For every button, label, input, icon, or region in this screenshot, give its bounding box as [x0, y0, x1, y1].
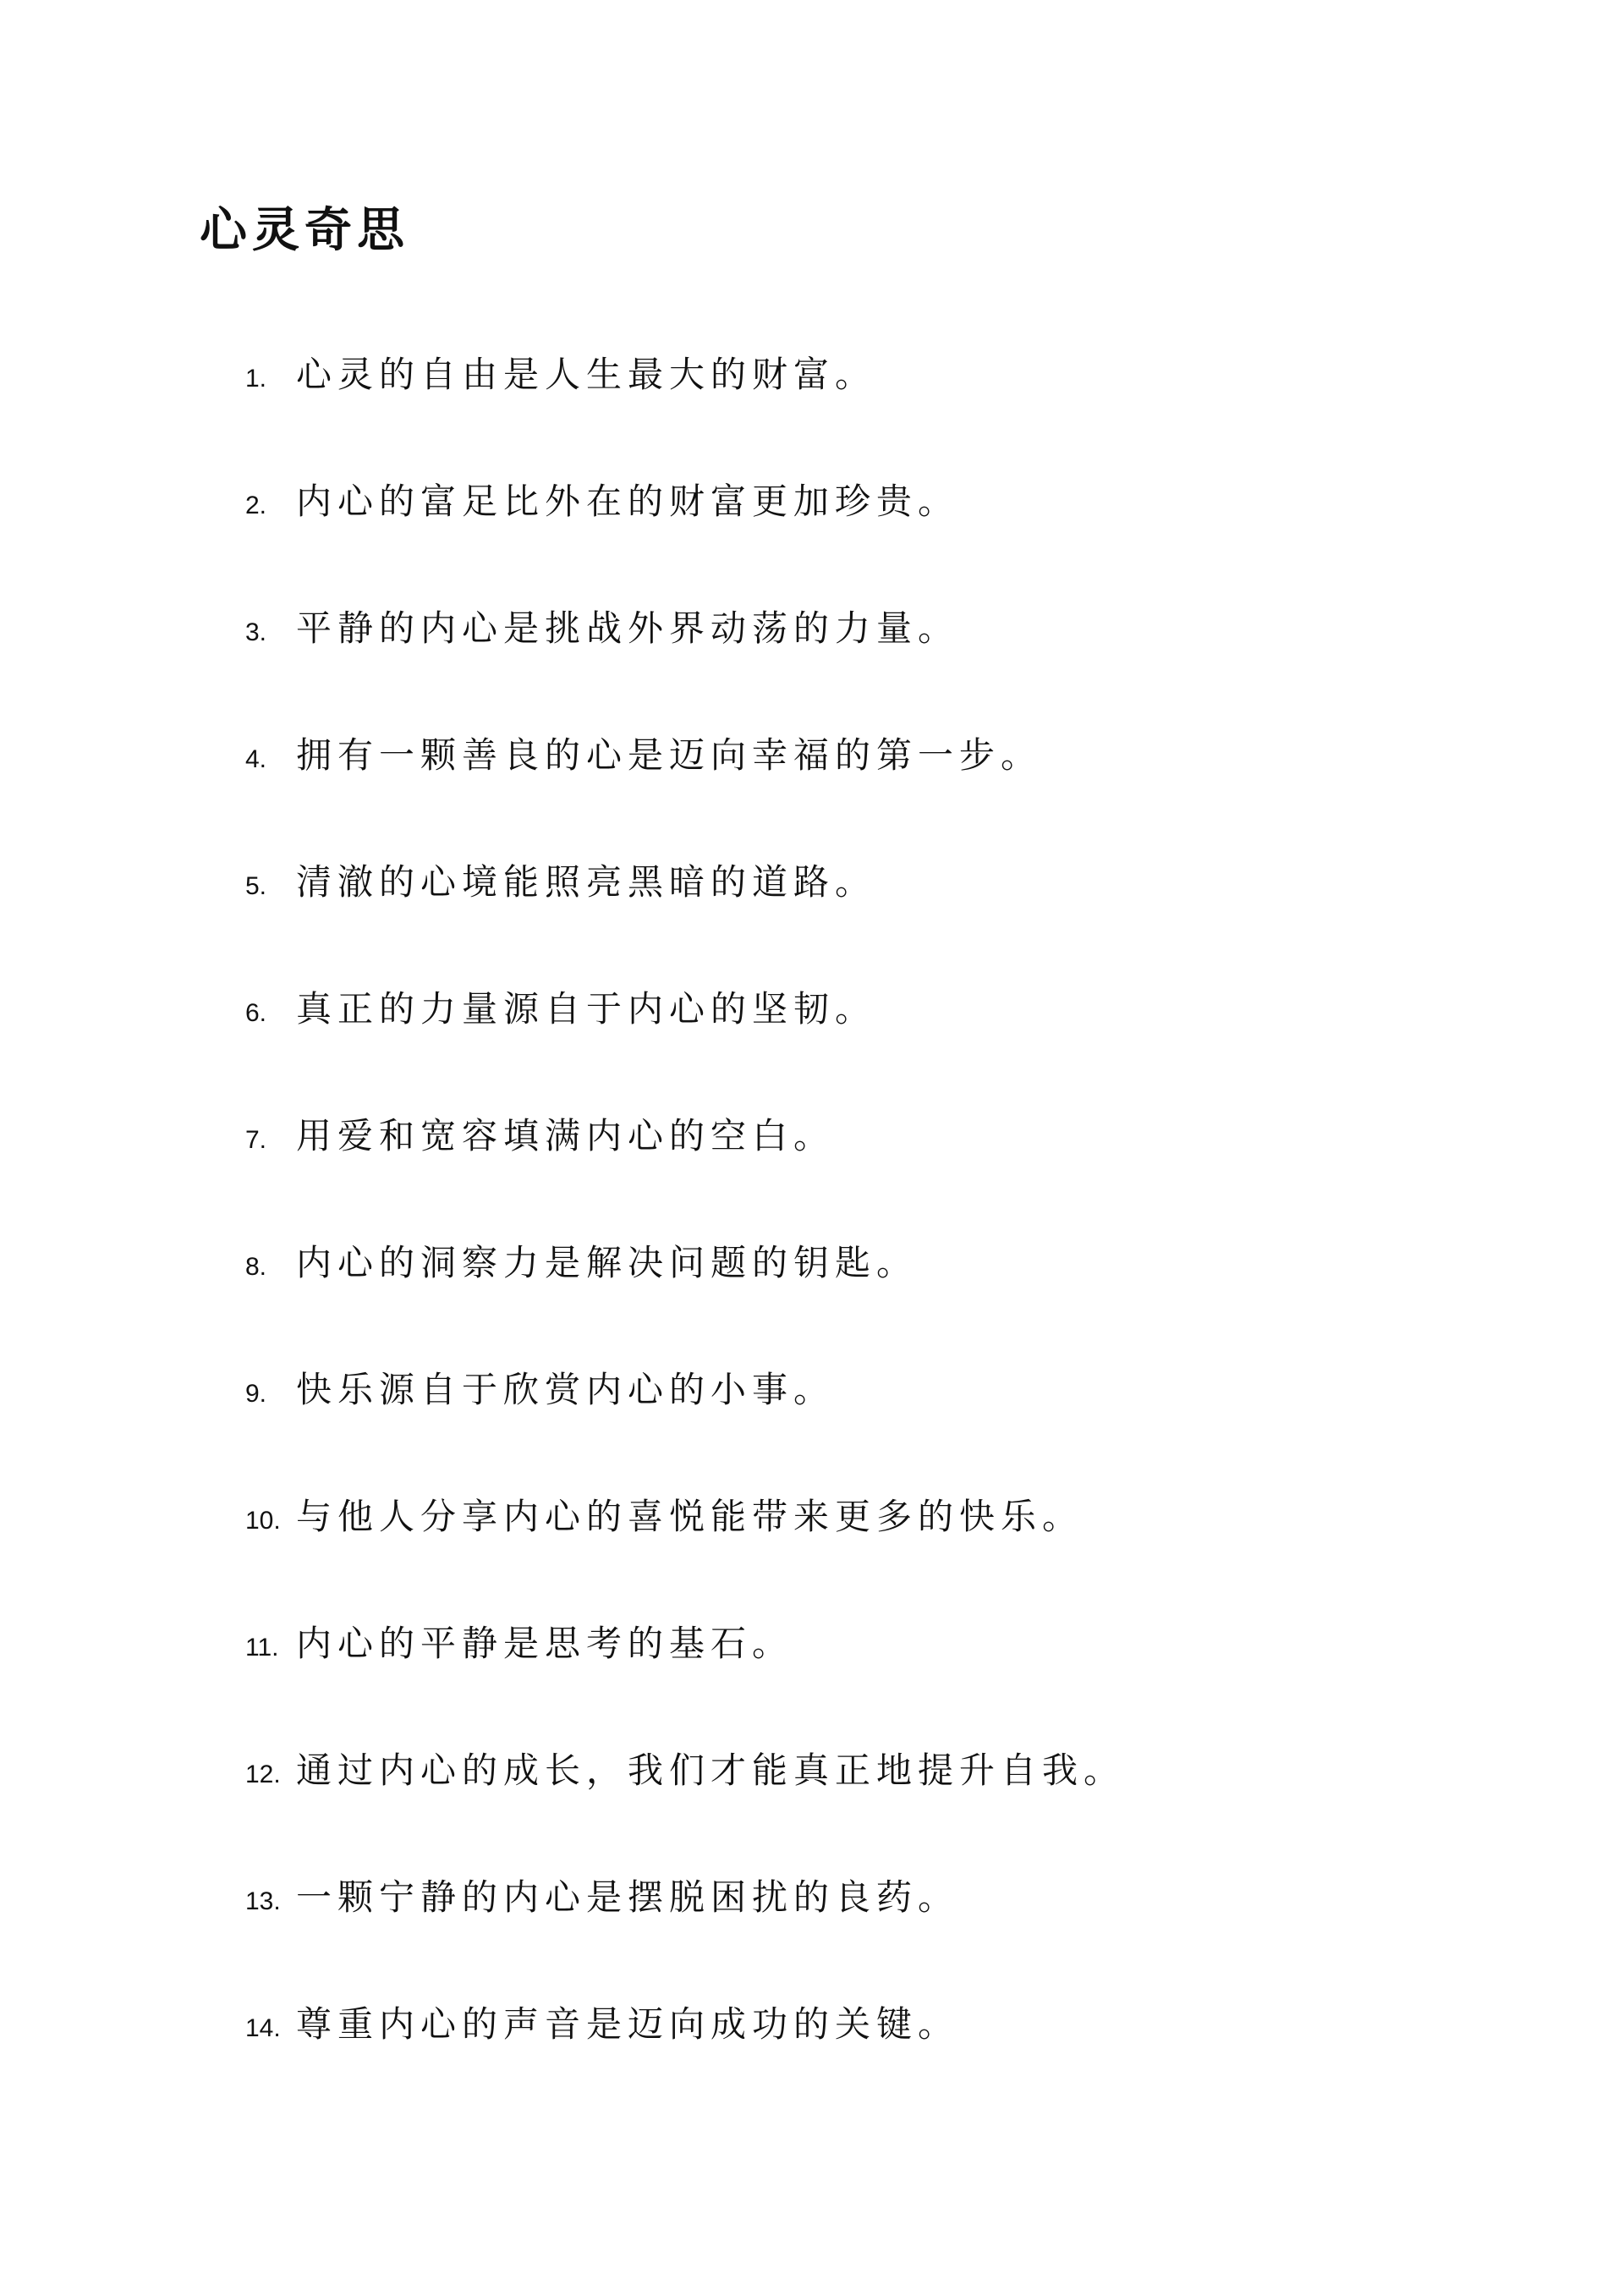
list-item	[245, 1743, 1472, 1870]
list-item	[245, 601, 1472, 728]
list-item	[245, 1235, 1472, 1362]
list-item-number: 9.	[245, 1380, 267, 1408]
list-item-text: 与他人分享内心的喜悦能带来更多的快乐。	[296, 1496, 1084, 1537]
list-item	[245, 1489, 1472, 1616]
list-item-number: 12.	[245, 1760, 281, 1788]
list-item	[245, 1108, 1472, 1235]
list-item	[245, 1362, 1472, 1489]
list-item-number: 14.	[245, 2014, 281, 2042]
list-item-number: 10.	[245, 1507, 281, 1535]
list-item-text: 拥有一颗善良的心是迈向幸福的第一步。	[296, 734, 1043, 776]
page-title: 心灵奇思	[200, 202, 409, 258]
list-item-text: 一颗宁静的内心是摆脱困扰的良药。	[296, 1876, 960, 1918]
list-item-text: 心灵的自由是人生最大的财富。	[296, 354, 877, 395]
list-item-text: 通过内心的成长，我们才能真正地提升自我。	[296, 1749, 1126, 1791]
list-item-number: 4.	[245, 745, 267, 773]
list-item-number: 8.	[245, 1253, 267, 1281]
list-item	[245, 347, 1472, 474]
quote-list	[245, 347, 1472, 2123]
list-item-number: 6.	[245, 999, 267, 1027]
list-item	[245, 1870, 1472, 1997]
list-item-number: 2.	[245, 492, 267, 519]
list-item-text: 平静的内心是挑战外界动荡的力量。	[296, 607, 960, 649]
list-item	[245, 1997, 1472, 2123]
list-item-text: 清澈的心境能照亮黑暗的道路。	[296, 861, 877, 903]
list-item-number: 11.	[245, 1634, 279, 1662]
list-item-number: 1.	[245, 365, 267, 393]
list-item-text: 快乐源自于欣赏内心的小事。	[296, 1369, 836, 1410]
list-item-text: 内心的平静是思考的基石。	[296, 1623, 794, 1664]
list-item-number: 3.	[245, 618, 267, 646]
list-item-number: 7.	[245, 1126, 267, 1154]
list-item	[245, 1616, 1472, 1743]
list-item-text: 真正的力量源自于内心的坚韧。	[296, 988, 877, 1030]
list-item	[245, 728, 1472, 854]
list-item-text: 用爱和宽容填满内心的空白。	[296, 1115, 836, 1156]
list-item	[245, 854, 1472, 981]
list-item	[245, 474, 1472, 601]
list-item-number: 5.	[245, 872, 267, 900]
list-item-text: 内心的富足比外在的财富更加珍贵。	[296, 481, 960, 522]
list-item-text: 内心的洞察力是解决问题的钥匙。	[296, 1242, 919, 1283]
list-item-text: 尊重内心的声音是迈向成功的关键。	[296, 2003, 960, 2045]
list-item	[245, 981, 1472, 1108]
list-item-number: 13.	[245, 1887, 281, 1915]
